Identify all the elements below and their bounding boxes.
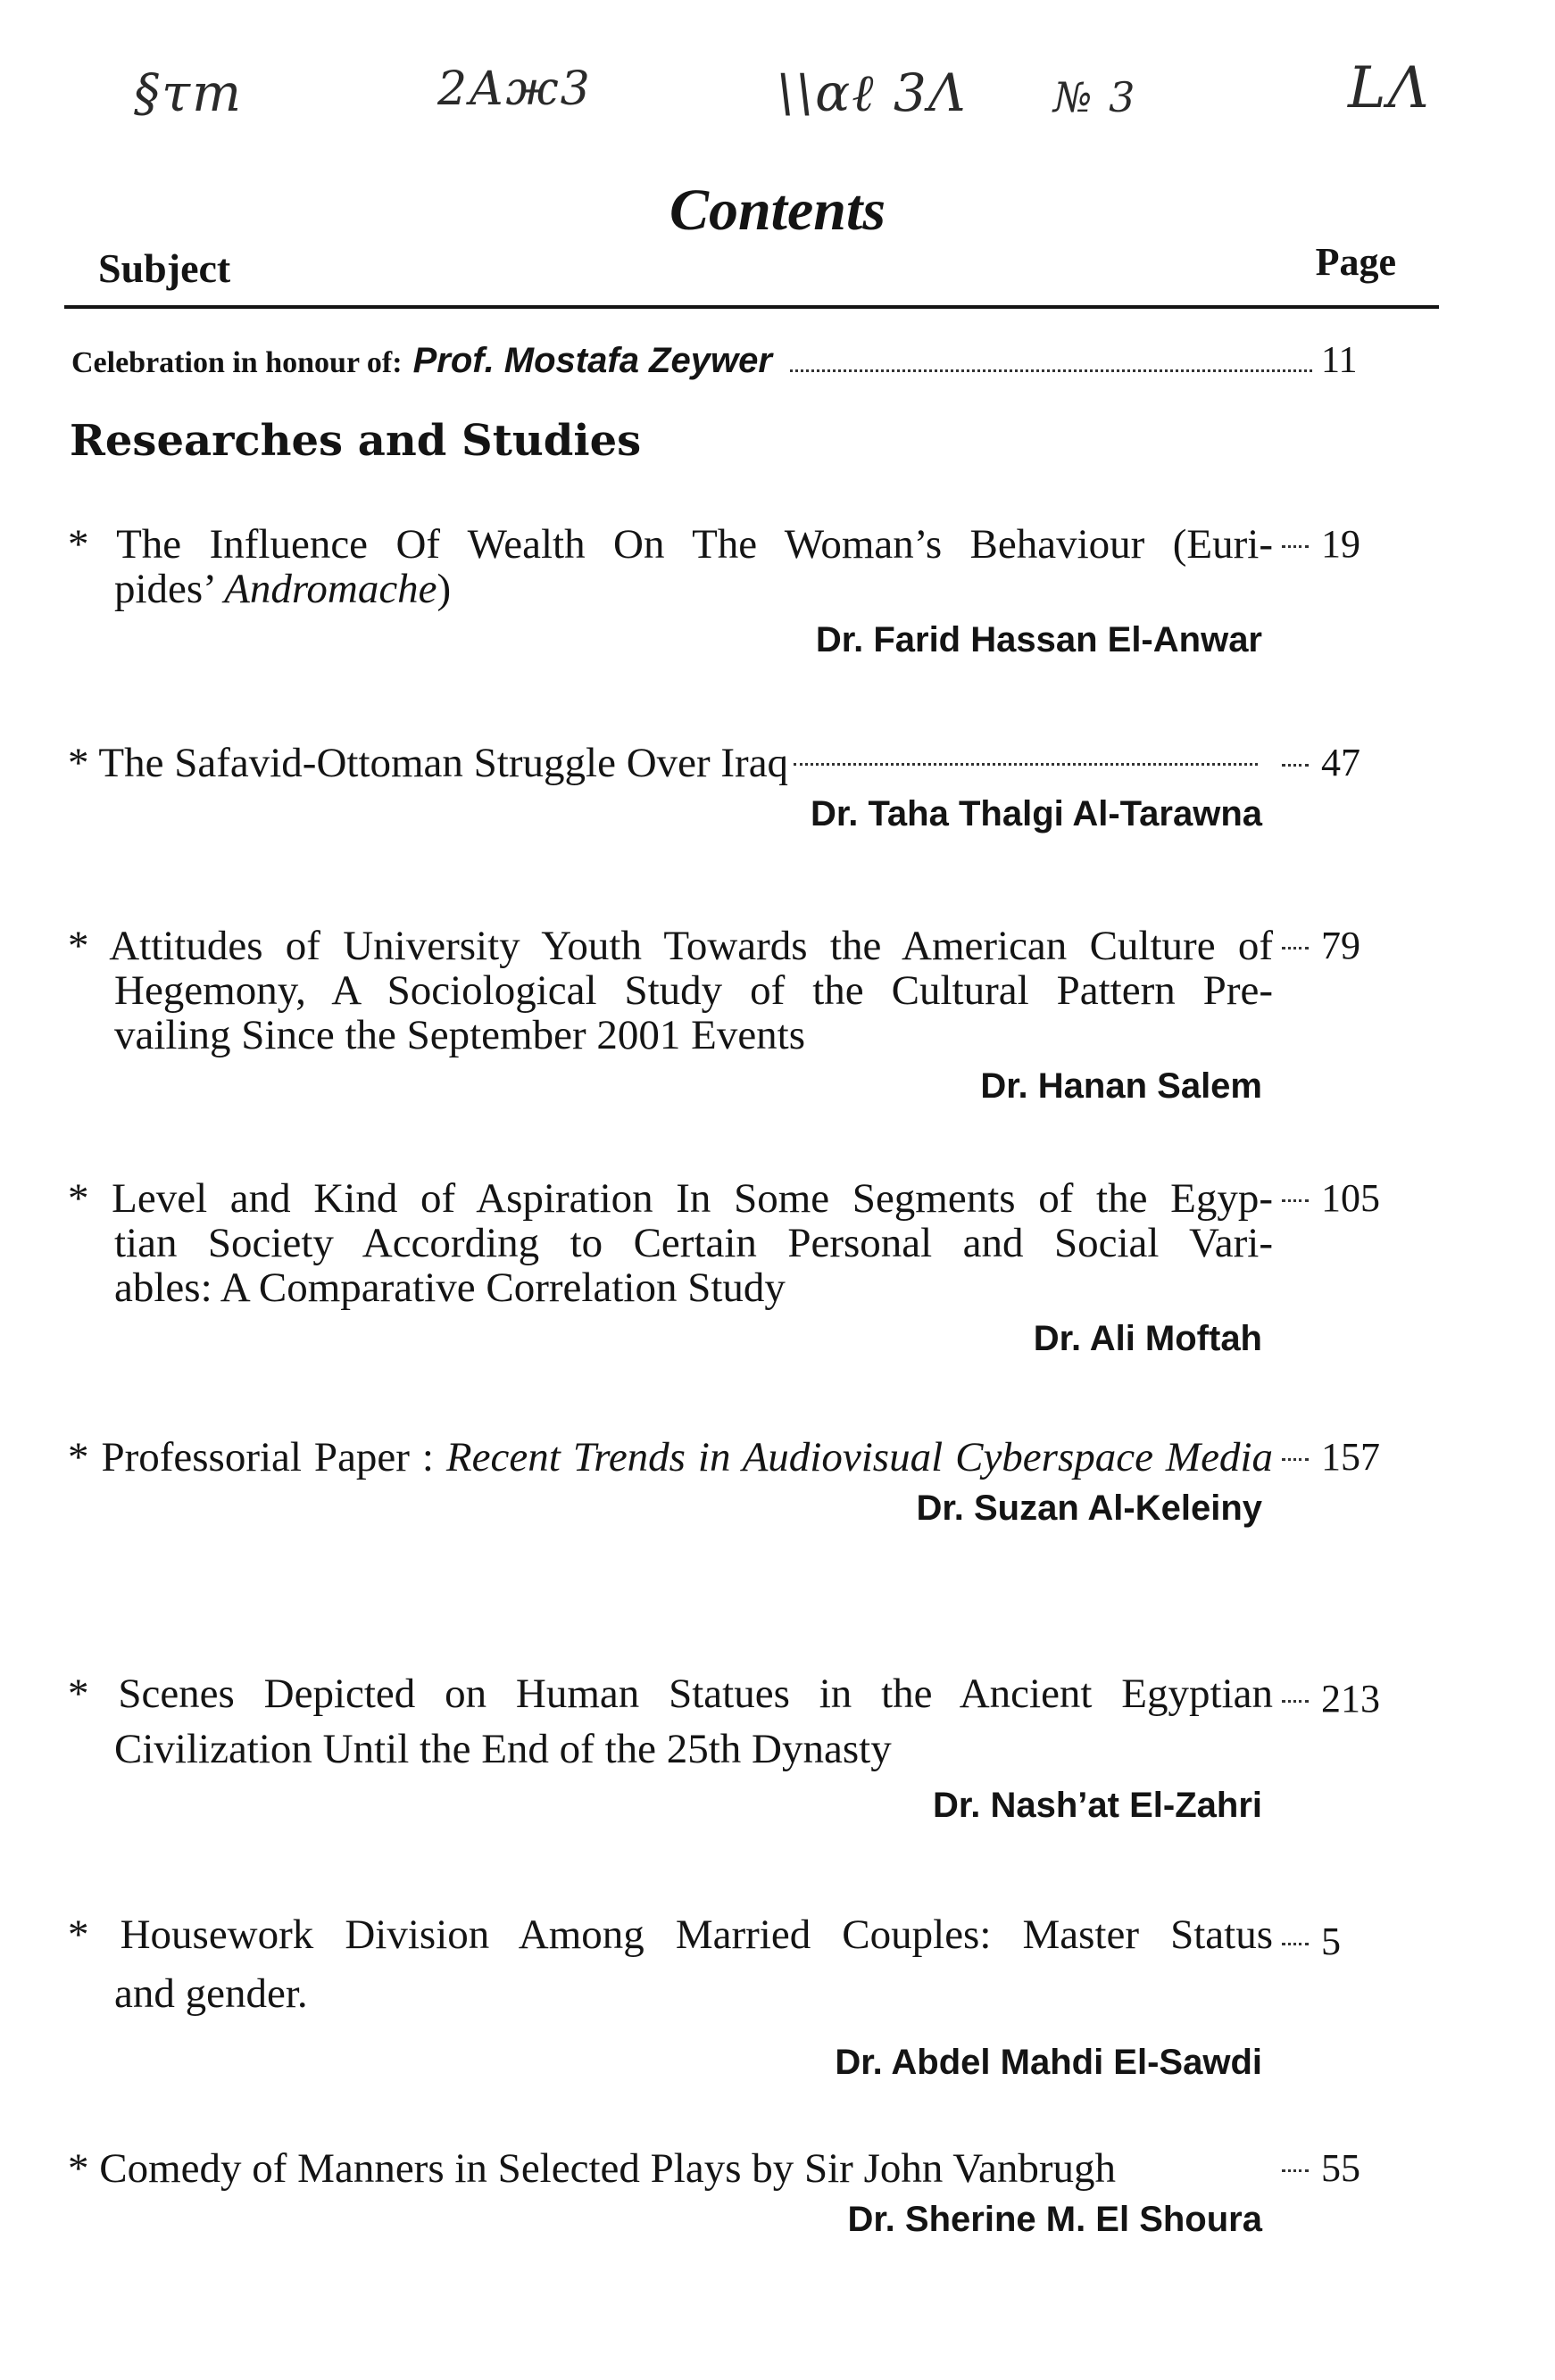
page-title: Contents [669, 178, 886, 243]
celebration-name: Prof. Mostafa Zeywer [412, 341, 772, 380]
entry-author: Dr. Abdel Mahdi El-Sawdi [835, 2043, 1262, 2082]
handwritten-note: № 3 [1053, 73, 1137, 121]
dot-leader [1282, 545, 1309, 548]
celebration-entry [71, 339, 1375, 393]
toc-entry [68, 2146, 1389, 2240]
page-number: 5 [1321, 1920, 1341, 1963]
entry-title-line: * Attitudes of University Youth Towards the American Culture of 79 [68, 923, 1360, 969]
toc-entry [68, 522, 1389, 660]
entry-title-line: * Level and Kind of Aspiration In Some Segments of the Egyp- 105 [68, 1175, 1380, 1222]
page-number: 55 [1321, 2146, 1360, 2190]
page-number: 11 [1321, 340, 1358, 381]
celebration-label: Celebration in honour of: [71, 346, 403, 379]
dot-leader [1282, 2169, 1309, 2172]
toc-entry [68, 1666, 1389, 1826]
entry-title-line: * Housework Division Among Married Couples: Master Status 5 [68, 1905, 1273, 1964]
entry-title-line: * Comedy of Manners in Selected Plays by Sir John Vanbrugh 55 [68, 2145, 1360, 2192]
entry-title-line: ables: A Comparative Correlation Study [114, 1265, 786, 1311]
page-number: 47 [1321, 741, 1360, 784]
dot-leader [1282, 1943, 1309, 1945]
handwritten-note: \\ɑℓ 3Λ [777, 62, 968, 123]
entry-title-line: Civilization Until the End of the 25th Dynasty [114, 1726, 892, 1772]
handwritten-note: LΛ [1348, 55, 1431, 121]
page-number: 105 [1321, 1176, 1380, 1220]
page-number: 79 [1321, 924, 1360, 967]
entry-title-line: * The Safavid-Ottoman Struggle Over Iraq 47 [68, 740, 1360, 786]
dot-leader [1282, 947, 1309, 950]
dot-leader [790, 369, 1312, 372]
section-heading: Researches and Studies [70, 416, 642, 466]
entry-title-line: pides’ Andromache) [114, 566, 452, 612]
subject-column-label: Subject [98, 245, 231, 291]
page-number: 19 [1321, 522, 1360, 566]
toc-entry [68, 1176, 1389, 1359]
entry-title-line: vailing Since the September 2001 Events [114, 1012, 806, 1058]
handwritten-note: §τт [134, 62, 244, 123]
toc-entry [68, 1905, 1389, 2083]
dot-leader [1282, 1199, 1309, 1202]
handwritten-note: 2Аж3 [437, 62, 592, 116]
entry-author: Dr. Suzan Al-Keleiny [916, 1489, 1262, 1528]
entry-author: Dr. Ali Moftah [1033, 1319, 1262, 1358]
page-number: 213 [1321, 1677, 1380, 1721]
toc-entry [68, 1435, 1389, 1529]
entry-title-line: and gender. [114, 1970, 308, 2017]
page-column-label: Page [1315, 240, 1396, 284]
entry-title-line: * Professorial Paper : Recent Trends in Audiovisual Cyberspace Media 157 [68, 1434, 1380, 1480]
entry-author: Dr. Farid Hassan El-Anwar [815, 620, 1262, 659]
dot-leader [1282, 764, 1309, 767]
entry-title-line: * Scenes Depicted on Human Statues in the Ancient Egyptian 213 [68, 1666, 1273, 1721]
entry-author: Dr. Sherine M. El Shoura [847, 2200, 1262, 2239]
entry-author: Dr. Nash’at El-Zahri [933, 1786, 1262, 1825]
entry-title-line: tian Society According to Certain Personal and Social Vari- [114, 1220, 1273, 1266]
entry-title-line: Hegemony, A Sociological Study of the Cultural Pattern Pre- [114, 967, 1273, 1014]
toc-entry [68, 924, 1389, 1107]
page-number: 157 [1321, 1435, 1380, 1479]
entry-author: Dr. Taha Thalgi Al-Tarawna [810, 794, 1262, 833]
toc-entry [68, 741, 1389, 834]
entry-author: Dr. Hanan Salem [980, 1066, 1262, 1106]
dot-leader [1282, 1700, 1309, 1703]
entry-title-line: * The Influence Of Wealth On The Woman’s Behaviour (Euri- 19 [68, 521, 1360, 568]
header-divider [64, 305, 1439, 309]
dot-leader [1282, 1458, 1309, 1461]
